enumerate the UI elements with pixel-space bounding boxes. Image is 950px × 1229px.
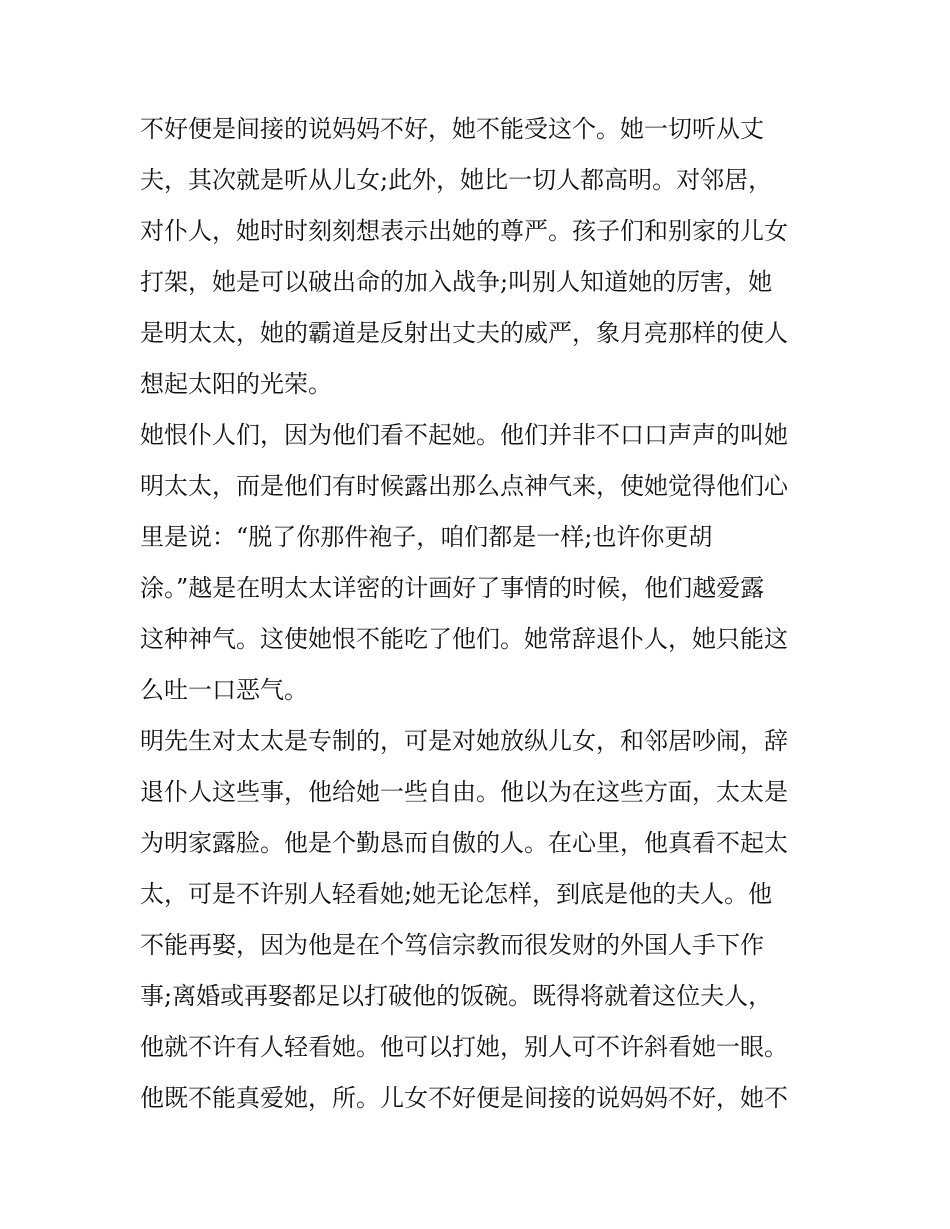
text-line: 太，可是不许别人轻看她;她无论怎样，到底是他的夫人。他 xyxy=(140,880,773,908)
text-line: 这种神气。这使她恨不能吃了他们。她常辞退仆人，她只能这 xyxy=(140,625,788,653)
text-line: 退仆人这些事，他给她一些自由。他以为在这些方面，太太是 xyxy=(140,778,788,806)
text-line: 夫，其次就是听从儿女;此外，她比一切人都高明。对邻居， xyxy=(140,166,773,194)
body-text xyxy=(140,104,820,1124)
text-line: 他就不许有人轻看她。他可以打她，别人可不许斜看她一眼。 xyxy=(140,1033,788,1061)
text-line: 想起太阳的光荣。 xyxy=(140,370,332,398)
text-line: 不好便是间接的说妈妈不好，她不能受这个。她一切听从丈 xyxy=(140,115,764,143)
text-line: 他既不能真爱她，所。儿女不好便是间接的说妈妈不好，她不 xyxy=(140,1084,788,1112)
text-line: 明先生对太太是专制的，可是对她放纵儿女，和邻居吵闹，辞 xyxy=(140,727,788,755)
text-line: 涂。”越是在明太太详密的计画好了事情的时候，他们越爱露 xyxy=(140,574,765,602)
text-line: 明太太，而是他们有时候露出那么点神气来，使她觉得他们心 xyxy=(140,472,788,500)
text-line: 为明家露脸。他是个勤恳而自傲的人。在心里，他真看不起太 xyxy=(140,829,788,857)
text-line: 是明太太，她的霸道是反射出丈夫的威严，象月亮那样的使人 xyxy=(140,319,788,347)
text-line: 事;离婚或再娶都足以打破他的饭碗。既得将就着这位夫人， xyxy=(140,982,773,1010)
text-line: 对仆人，她时时刻刻想表示出她的尊严。孩子们和别家的儿女 xyxy=(140,217,788,245)
text-line: 不能再娶，因为他是在个笃信宗教而很发财的外国人手下作 xyxy=(140,931,764,959)
text-line: 么吐一口恶气。 xyxy=(140,676,308,704)
text-line: 打架，她是可以破出命的加入战争;叫别人知道她的厉害，她 xyxy=(140,268,773,296)
text-line: 里是说：“脱了你那件袍子，咱们都是一样;也许你更胡 xyxy=(140,523,713,551)
text-line: 她恨仆人们，因为他们看不起她。他们并非不口口声声的叫她 xyxy=(140,421,788,449)
